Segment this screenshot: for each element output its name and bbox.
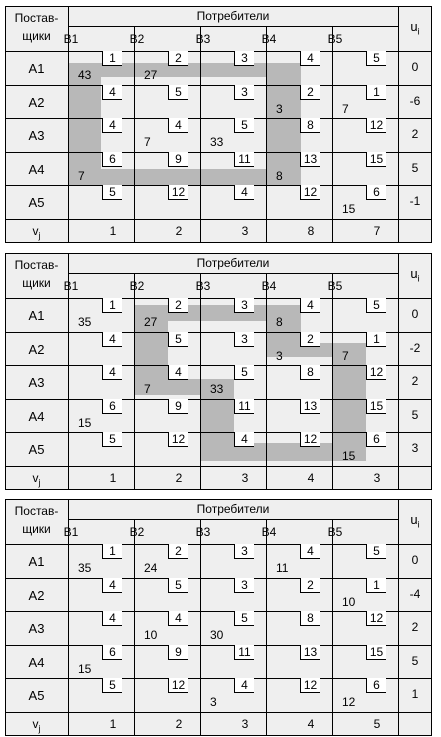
v-value: 3: [373, 471, 381, 485]
cost-cell: 6: [366, 185, 386, 200]
cost-cell: 5: [168, 578, 188, 593]
supplier-header: щики: [22, 29, 51, 43]
cost-cell: 12: [300, 185, 320, 200]
cost-cell: 12: [168, 185, 188, 200]
consumer-label: B5: [327, 32, 343, 46]
consumer-label: B4: [261, 279, 277, 293]
supplier-label: A3: [28, 375, 45, 391]
v-value: 2: [175, 224, 183, 238]
v-value: 2: [175, 471, 183, 485]
cost-cell: 4: [102, 365, 122, 380]
cost-cell: 5: [366, 298, 386, 313]
v-value: 3: [241, 224, 249, 238]
v-header: $v_j$: [32, 224, 41, 241]
u-value: -4: [409, 586, 421, 601]
cost-cell: 11: [234, 645, 254, 660]
cost-cell: 15: [366, 645, 386, 660]
grid-line: [266, 26, 267, 243]
supplier-label: A1: [28, 554, 45, 569]
allocation-value: 3: [210, 695, 217, 710]
grid-line: [200, 26, 201, 243]
cost-cell: 4: [102, 85, 122, 100]
allocation-value: 15: [78, 415, 92, 430]
consumer-label: B2: [129, 525, 145, 539]
u-value: 0: [411, 553, 419, 567]
v-header: $v_j$: [32, 471, 41, 488]
v-value: 1: [109, 224, 117, 238]
grid-line: [68, 273, 398, 274]
cost-cell: 5: [102, 432, 122, 447]
u-value: 3: [411, 441, 419, 456]
consumer-label: B3: [195, 525, 211, 539]
consumer-label: B1: [63, 32, 79, 46]
cost-cell: 5: [366, 51, 386, 66]
supplier-label: A3: [28, 621, 45, 637]
cost-cell: 6: [102, 152, 122, 167]
u-header: $u_i$: [410, 512, 420, 530]
cost-cell: 8: [300, 365, 320, 380]
grid-line: [398, 499, 399, 736]
cost-cell: 5: [168, 332, 188, 347]
cost-cell: 12: [366, 611, 386, 626]
cost-cell: 5: [102, 678, 122, 693]
cost-cell: 13: [300, 645, 320, 660]
allocation-value: 43: [78, 68, 92, 82]
allocation-value: 7: [144, 382, 151, 397]
u-value: 5: [411, 653, 419, 668]
allocation-value: 8: [276, 315, 283, 329]
grid-line: [200, 273, 201, 490]
cost-cell: 4: [300, 51, 320, 66]
consumer-label: B5: [327, 279, 343, 293]
cost-cell: 13: [300, 399, 320, 414]
allocation-value: 35: [78, 561, 92, 575]
cost-cell: 12: [300, 432, 320, 447]
cost-cell: 9: [168, 152, 188, 167]
u-value: 5: [411, 407, 419, 422]
transport-table-3: [0, 499, 441, 737]
supplier-label: A1: [28, 61, 45, 76]
supplier-label: A2: [28, 341, 45, 357]
supplier-label: A5: [28, 442, 45, 458]
consumers-header: Потребители: [196, 256, 270, 270]
allocation-value: 10: [144, 628, 158, 643]
allocation-value: 12: [342, 695, 356, 710]
cost-cell: 11: [234, 152, 254, 167]
cost-cell: 9: [168, 399, 188, 414]
allocation-value: 10: [342, 594, 356, 609]
supplier-header: Постав-: [14, 258, 59, 272]
cycle-path-segment: [267, 63, 301, 185]
cost-cell: 13: [300, 152, 320, 167]
cost-cell: 6: [102, 399, 122, 414]
supplier-label: A1: [28, 308, 45, 323]
grid-line: [266, 519, 267, 736]
consumers-header: Потребители: [196, 502, 270, 516]
grid-line: [5, 219, 432, 220]
cost-cell: 1: [102, 51, 122, 66]
u-value: 2: [411, 127, 419, 142]
cost-cell: 2: [300, 85, 320, 100]
allocation-value: 3: [276, 101, 283, 116]
cost-cell: 6: [366, 678, 386, 693]
consumer-label: B4: [261, 32, 277, 46]
v-value: 4: [307, 717, 315, 731]
cost-cell: 15: [366, 152, 386, 167]
allocation-value: 11: [276, 561, 289, 575]
cost-cell: 3: [234, 544, 254, 559]
cost-cell: 4: [300, 298, 320, 313]
cost-cell: 3: [234, 298, 254, 313]
consumer-label: B2: [129, 32, 145, 46]
supplier-label: A4: [28, 654, 45, 670]
cost-cell: 4: [300, 544, 320, 559]
consumer-label: B5: [327, 525, 343, 539]
v-value: 2: [175, 717, 183, 731]
grid-line: [200, 519, 201, 736]
grid-line: [68, 519, 398, 520]
cost-cell: 4: [168, 365, 188, 380]
cost-cell: 2: [300, 578, 320, 593]
u-value: 1: [411, 687, 419, 702]
allocation-value: 7: [342, 101, 349, 116]
cost-cell: 5: [234, 611, 254, 626]
grid-line: [68, 26, 398, 27]
u-header: $u_i$: [410, 266, 420, 284]
cost-cell: 4: [168, 611, 188, 626]
consumer-label: B4: [261, 525, 277, 539]
supplier-label: A3: [28, 128, 45, 144]
cost-cell: 4: [102, 578, 122, 593]
v-value: 1: [109, 471, 117, 485]
grid-line: [266, 273, 267, 490]
v-value: 7: [373, 224, 381, 238]
allocation-value: 33: [210, 382, 224, 397]
cost-cell: 6: [102, 645, 122, 660]
u-value: 0: [411, 307, 419, 321]
cost-cell: 12: [168, 432, 188, 447]
consumer-label: B1: [63, 525, 79, 539]
cost-cell: 12: [168, 678, 188, 693]
v-value: 8: [307, 224, 315, 238]
cost-cell: 3: [234, 51, 254, 66]
u-value: -6: [409, 93, 421, 108]
cost-cell: 1: [366, 85, 386, 100]
cost-cell: 11: [234, 399, 254, 414]
allocation-value: 7: [144, 135, 151, 150]
transport-table-2: [0, 253, 441, 491]
cost-cell: 12: [366, 118, 386, 133]
supplier-label: A5: [28, 688, 45, 704]
u-header: $u_i$: [410, 19, 420, 37]
supplier-label: A2: [28, 94, 45, 110]
consumer-label: B3: [195, 32, 211, 46]
cost-cell: 4: [168, 118, 188, 133]
supplier-header: щики: [22, 276, 51, 290]
consumer-label: B3: [195, 279, 211, 293]
consumers-header: Потребители: [196, 9, 270, 23]
cost-cell: 9: [168, 645, 188, 660]
allocation-value: 15: [342, 202, 356, 217]
grid-line: [398, 6, 399, 243]
v-value: 5: [373, 717, 381, 731]
v-value: 4: [307, 471, 315, 485]
cost-cell: 5: [234, 365, 254, 380]
cost-cell: 4: [234, 432, 254, 447]
cost-cell: 5: [366, 544, 386, 559]
supplier-label: A4: [28, 161, 45, 177]
grid-line: [134, 519, 135, 736]
grid-line: [332, 26, 333, 243]
cost-cell: 5: [102, 185, 122, 200]
transport-table-1: [0, 6, 441, 244]
cost-cell: 8: [300, 118, 320, 133]
cycle-path-segment: [332, 343, 366, 464]
allocation-value: 35: [78, 315, 92, 329]
cost-cell: 4: [102, 118, 122, 133]
allocation-value: 7: [78, 168, 85, 183]
cost-cell: 5: [234, 118, 254, 133]
cost-cell: 2: [300, 332, 320, 347]
cost-cell: 2: [168, 51, 188, 66]
consumer-label: B1: [63, 279, 79, 293]
grid-line: [332, 519, 333, 736]
cost-cell: 1: [102, 298, 122, 313]
grid-line: [134, 273, 135, 490]
grid-line: [332, 273, 333, 490]
cost-cell: 15: [366, 399, 386, 414]
supplier-header: Постав-: [14, 504, 59, 518]
cost-cell: 2: [168, 298, 188, 313]
grid-line: [398, 253, 399, 490]
cost-cell: 3: [234, 85, 254, 100]
cost-cell: 12: [300, 678, 320, 693]
v-value: 3: [241, 471, 249, 485]
cost-cell: 5: [168, 85, 188, 100]
v-value: 3: [241, 717, 249, 731]
supplier-header: Постав-: [14, 11, 59, 25]
cost-cell: 6: [366, 432, 386, 447]
u-value: 5: [411, 160, 419, 175]
cost-cell: 4: [102, 332, 122, 347]
cost-cell: 3: [234, 332, 254, 347]
grid-line: [5, 712, 432, 713]
grid-line: [5, 466, 432, 467]
allocation-value: 24: [144, 561, 158, 575]
allocation-value: 3: [276, 348, 283, 363]
cost-cell: 1: [366, 332, 386, 347]
allocation-value: 15: [78, 661, 92, 676]
u-value: -1: [409, 194, 421, 209]
supplier-label: A4: [28, 408, 45, 424]
u-value: 2: [411, 620, 419, 635]
grid-line: [134, 26, 135, 243]
allocation-value: 30: [210, 628, 224, 643]
cost-cell: 4: [234, 678, 254, 693]
supplier-label: A5: [28, 195, 45, 211]
cost-cell: 2: [168, 544, 188, 559]
cost-cell: 12: [366, 365, 386, 380]
allocation-value: 7: [342, 348, 349, 363]
cost-cell: 1: [102, 544, 122, 559]
cost-cell: 4: [234, 185, 254, 200]
cost-cell: 1: [366, 578, 386, 593]
v-header: $v_j$: [32, 717, 41, 734]
cost-cell: 8: [300, 611, 320, 626]
v-value: 1: [109, 717, 117, 731]
allocation-value: 33: [210, 135, 224, 150]
allocation-value: 8: [276, 168, 283, 183]
allocation-value: 15: [342, 449, 356, 464]
allocation-value: 27: [144, 315, 158, 329]
u-value: 0: [411, 60, 419, 74]
consumer-label: B2: [129, 279, 145, 293]
allocation-value: 27: [144, 68, 158, 82]
cost-cell: 4: [102, 611, 122, 626]
cost-cell: 3: [234, 578, 254, 593]
supplier-header: щики: [22, 522, 51, 536]
u-value: -2: [409, 340, 421, 355]
supplier-label: A2: [28, 587, 45, 603]
u-value: 2: [411, 374, 419, 389]
